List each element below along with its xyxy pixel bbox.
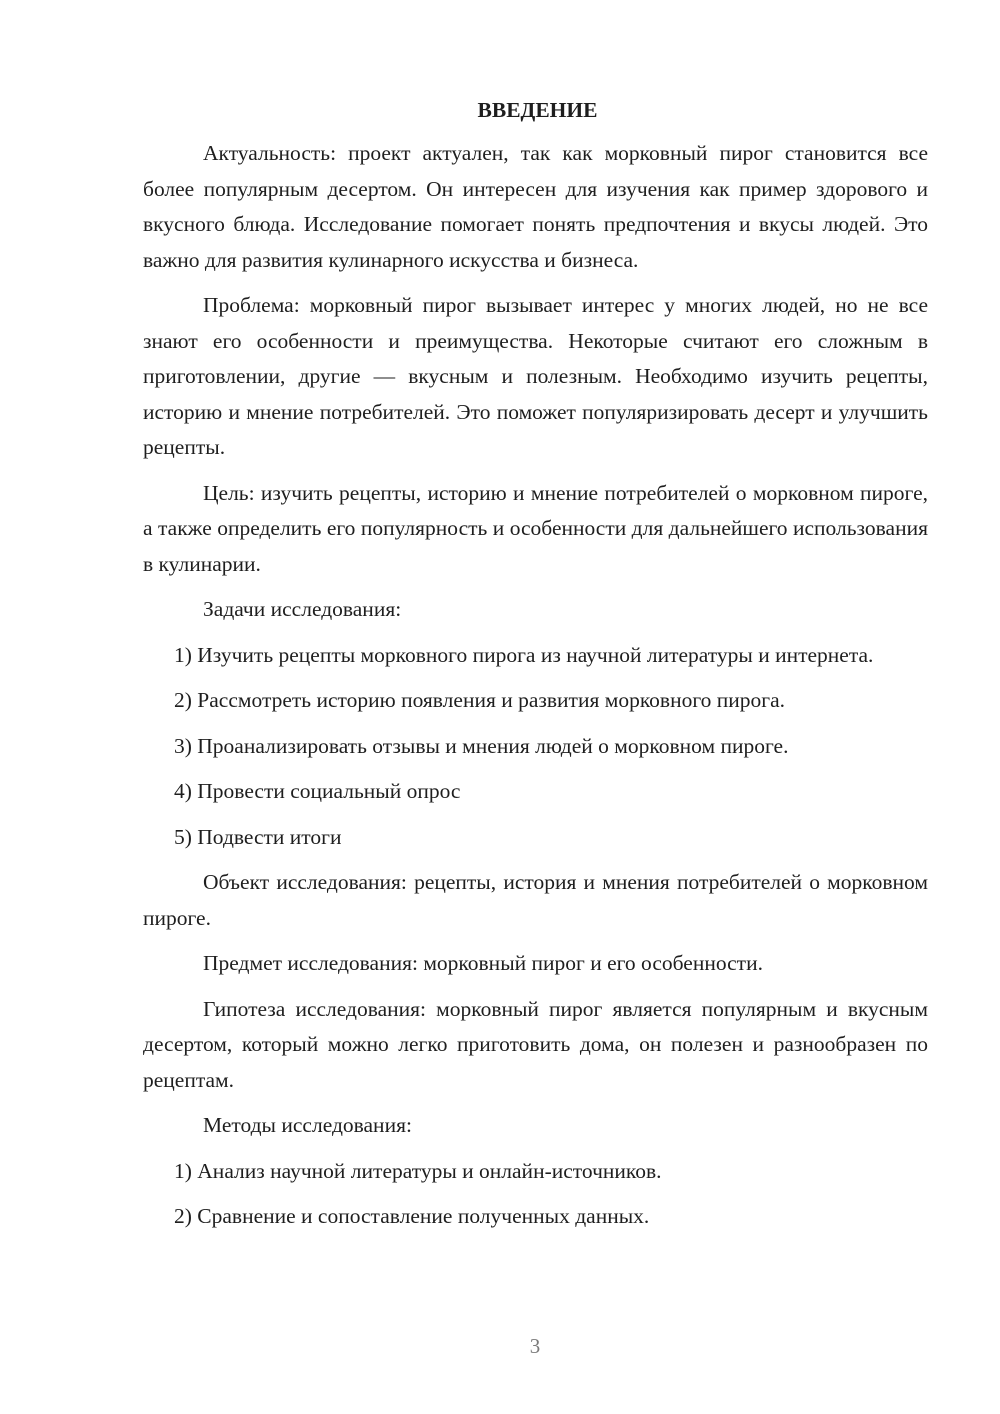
task-item-4: 4) Провести социальный опрос <box>174 779 461 803</box>
tasks-title: Задачи исследования: <box>203 597 402 621</box>
hypothesis-paragraph: Гипотеза исследования: морковный пирог является популярным и вкусным десертом, который можно легко приготовить дома, он полезен и разнообразен по рецептам. <box>143 996 928 1092</box>
task-item-3: 3) Проанализировать отзывы и мнения людей о морковном пироге. <box>174 733 789 758</box>
task-item-1: 1) Изучить рецепты морковного пирога из научной литературы и интернета. <box>174 642 874 667</box>
relevance-paragraph: Актуальность: проект актуален, так как морковный пирог становится все более популярным десертом. Он интересен для изучения как пример здорового и вкусного блюда. Исследование помогает понять предпочтения и вкусы людей. Это важно для развития кулинарного искусства и бизнеса. <box>143 141 928 272</box>
methods-title: Методы исследования: <box>203 1113 412 1137</box>
subject-paragraph: Предмет исследования: морковный пирог и его особенности. <box>203 951 763 975</box>
problem-paragraph: Проблема: морковный пирог вызывает интерес у многих людей, но не все знают его особенности и преимущества. Некоторые считают его сложным в приготовлении, другие — вкусным и полезным. Необходимо изучить рецепты, историю и мнение потребителей. Это поможет популяризировать десерт и улучшить рецепты. <box>143 293 928 459</box>
object-paragraph: Объект исследования: рецепты, история и мнения потребителей о морковном пироге. <box>143 870 928 930</box>
task-item-5: 5) Подвести итоги <box>174 824 342 849</box>
method-item-1: 1) Анализ научной литературы и онлайн-источников. <box>174 1158 662 1183</box>
page-title: ВВЕДЕНИЕ <box>477 98 598 122</box>
method-item-2: 2) Сравнение и сопоставление полученных данных. <box>174 1204 650 1228</box>
document-page <box>143 95 928 1245</box>
page-number: 3 <box>529 1334 541 1358</box>
goal-paragraph: Цель: изучить рецепты, историю и мнение потребителей о морковном пироге, а также определить его популярность и особенности для дальнейшего использования в кулинарии. <box>143 480 928 576</box>
task-item-2: 2) Рассмотреть историю появления и развития морковного пирога. <box>174 688 785 712</box>
